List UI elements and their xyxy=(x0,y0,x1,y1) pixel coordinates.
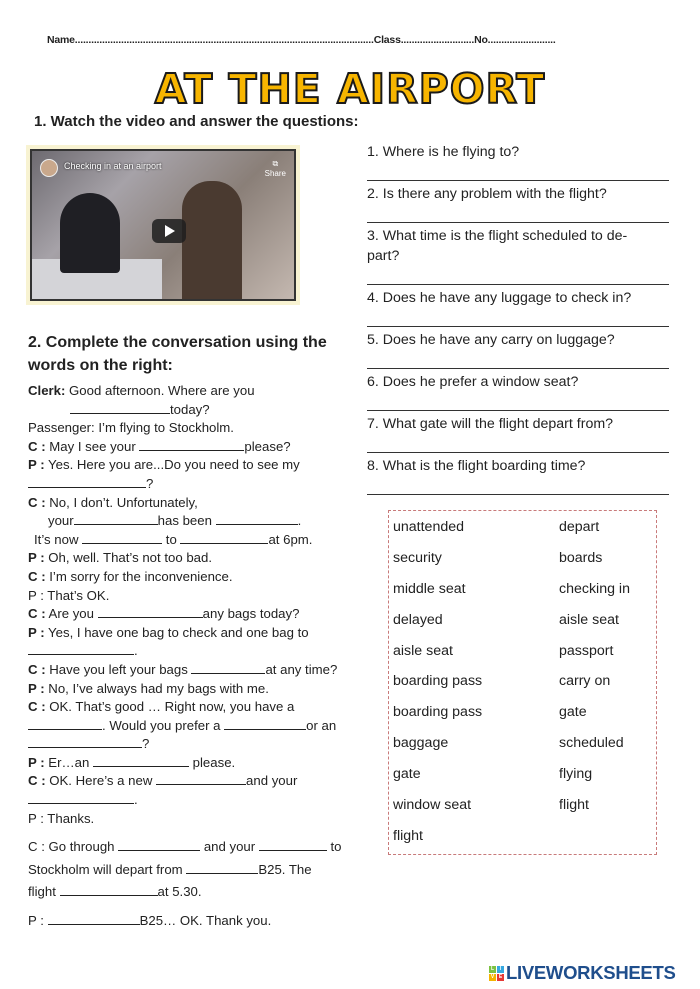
logo-letter-tile: I xyxy=(497,966,504,973)
conversation-text: I’m sorry for the inconvenience. xyxy=(45,568,233,584)
share-icon: ⧉ xyxy=(272,159,279,168)
word-bank-item[interactable]: depart xyxy=(559,519,600,535)
fill-in-blank[interactable] xyxy=(98,606,203,618)
fill-in-blank[interactable] xyxy=(216,513,298,525)
conversation-line xyxy=(28,912,358,931)
question-3: 3. What time is the flight scheduled to de- xyxy=(367,228,628,244)
questions-list xyxy=(367,142,669,498)
section-2-heading: 2. Complete the conversation using the words on the right: xyxy=(28,334,327,374)
answer-input-1[interactable] xyxy=(367,162,669,181)
conversation-text: No, I don’t. Unfortunately, xyxy=(45,494,198,510)
word-bank-item[interactable]: checking in xyxy=(559,580,630,597)
play-icon[interactable] xyxy=(152,219,186,243)
conversation-line xyxy=(28,401,358,420)
answer-input-3[interactable] xyxy=(367,266,669,285)
conversation-line xyxy=(28,642,358,661)
logo-letter-tile: V xyxy=(490,973,495,980)
conversation-text: your xyxy=(48,513,74,529)
conversation-text: May I see your xyxy=(45,438,140,454)
answer-input-2[interactable] xyxy=(367,204,669,223)
conversation-text: . xyxy=(297,513,302,529)
conversation-text: ? xyxy=(142,736,150,752)
logo-letter-tile: E xyxy=(498,973,503,980)
conversation-text: at 6pm. xyxy=(268,531,313,547)
video-player[interactable] xyxy=(26,145,300,305)
conversation-text: to xyxy=(326,839,342,855)
conversation-line xyxy=(28,531,358,550)
conversation-text: Oh, well. That’s not too bad. xyxy=(44,550,213,566)
conversation-line xyxy=(28,624,358,643)
conversation-line xyxy=(28,838,358,857)
fill-in-blank[interactable] xyxy=(28,736,142,748)
conversation-text: Are you xyxy=(45,606,98,622)
speaker-label: C : xyxy=(28,773,46,789)
conversation-text: to xyxy=(162,531,181,547)
word-bank-item[interactable]: window seat xyxy=(393,797,472,814)
answer-input-8[interactable] xyxy=(367,476,669,495)
question-4: 4. Does he have any luggage to check in? xyxy=(367,290,632,306)
word-bank-item[interactable]: flight xyxy=(559,797,589,814)
speaker-label: C : xyxy=(28,699,46,715)
conversation-text: any bags today? xyxy=(202,606,300,622)
logo-icon xyxy=(489,966,504,981)
word-bank-item[interactable]: carry on xyxy=(559,673,611,690)
fill-in-blank[interactable] xyxy=(118,839,200,851)
section-1-heading: 1. Watch the video and answer the questions: xyxy=(34,113,359,130)
conversation-text: P : That’s OK. xyxy=(28,587,110,603)
word-bank-item[interactable]: flying xyxy=(559,766,593,783)
conversation-line xyxy=(28,754,358,773)
conversation-text: Er…an xyxy=(44,754,93,770)
fill-in-blank[interactable] xyxy=(82,532,162,544)
word-bank-item[interactable]: delayed xyxy=(393,611,443,628)
worksheet-title: AT THE AIRPORT xyxy=(154,65,546,113)
word-bank-item[interactable]: flight xyxy=(393,827,423,844)
conversation-text: ? xyxy=(146,475,154,491)
question-8: 8. What is the flight boarding time? xyxy=(367,458,586,474)
word-bank-item[interactable]: unattended xyxy=(393,519,465,535)
conversation-text: It’s now xyxy=(34,531,83,547)
conversation-line xyxy=(28,735,358,754)
conversation-line xyxy=(28,883,358,902)
conversation-line xyxy=(28,861,358,880)
word-bank-item[interactable]: aisle seat xyxy=(559,611,619,628)
conversation-line xyxy=(28,568,358,587)
answer-input-7[interactable] xyxy=(367,434,669,453)
word-bank-item[interactable]: baggage xyxy=(393,735,449,752)
conversation-line xyxy=(28,810,358,829)
word-bank-item[interactable]: passport xyxy=(559,642,614,659)
video-thumbnail[interactable] xyxy=(30,149,296,301)
fill-in-blank[interactable] xyxy=(48,913,140,925)
fill-in-blank[interactable] xyxy=(93,755,189,767)
fill-in-blank[interactable] xyxy=(74,513,158,525)
speaker-label: C : xyxy=(28,568,46,584)
conversation xyxy=(28,382,358,931)
word-bank-column-2 xyxy=(559,517,630,826)
fill-in-blank[interactable] xyxy=(28,643,134,655)
speaker-label: C : xyxy=(28,661,46,677)
conversation-text: No, I’ve always had my bags with me. xyxy=(44,680,269,696)
conversation-text: OK. Here’s a new xyxy=(45,773,157,789)
conversation-line xyxy=(28,605,358,624)
conversation-text: Stockholm will depart from xyxy=(28,861,187,877)
conversation-text: at any time? xyxy=(265,661,338,677)
conversation-line xyxy=(28,456,358,475)
speaker-label: P : xyxy=(28,754,45,770)
conversation-line xyxy=(28,698,358,717)
conversation-text: OK. That’s good … Right now, you have a xyxy=(45,699,295,715)
conversation-line xyxy=(28,512,358,531)
fill-in-blank[interactable] xyxy=(28,718,102,730)
conversation-text: has been xyxy=(157,513,216,529)
conversation-line xyxy=(28,382,358,401)
word-bank-item[interactable]: boarding pass xyxy=(393,704,483,721)
conversation-text: . xyxy=(134,792,138,808)
word-bank-item[interactable]: security xyxy=(393,549,442,566)
conversation-line xyxy=(28,587,358,606)
conversation-text: B25… OK. Thank you. xyxy=(139,913,272,929)
word-bank-item[interactable]: gate xyxy=(559,704,587,721)
conversation-line xyxy=(28,680,358,699)
fill-in-blank[interactable] xyxy=(60,884,158,896)
word-bank xyxy=(388,510,657,855)
word-bank-item[interactable]: boarding pass xyxy=(393,673,483,690)
conversation-text: Have you left your bags xyxy=(45,661,192,677)
speaker-label: C : xyxy=(28,438,46,454)
logo-letter-tile: L xyxy=(490,965,495,972)
fill-in-blank[interactable] xyxy=(191,662,265,674)
share-button[interactable]: ⧉ Share xyxy=(264,159,286,178)
conversation-text: at 5.30. xyxy=(157,884,202,900)
conversation-line xyxy=(28,661,358,680)
conversation-text: Yes, I have one bag to check and one bag to xyxy=(44,624,309,640)
word-bank-item[interactable]: boards xyxy=(559,549,603,566)
answer-input-5[interactable] xyxy=(367,350,669,369)
name-class-number-line: Name..............................................................................................................Class...........................No......................... xyxy=(47,34,556,46)
conversation-text: P : xyxy=(28,913,48,929)
speaker-label: Clerk: xyxy=(28,383,66,398)
channel-avatar xyxy=(40,159,58,177)
conversation-text: or an xyxy=(306,717,337,733)
liveworksheets-logo[interactable]: L I V E LIVEWORKSHEETS xyxy=(490,962,676,983)
word-bank-item[interactable]: aisle seat xyxy=(393,642,453,659)
conversation-line xyxy=(28,438,358,457)
conversation-line xyxy=(28,494,358,513)
question-2: 2. Is there any problem with the flight? xyxy=(367,186,607,202)
question-3-cont: part? xyxy=(367,248,400,264)
conversation-text: please? xyxy=(244,438,291,454)
question-5: 5. Does he have any carry on luggage? xyxy=(367,332,615,348)
conversation-line xyxy=(28,772,358,791)
speaker-label: C : xyxy=(28,606,46,622)
conversation-text: flight xyxy=(28,884,60,900)
fill-in-blank[interactable] xyxy=(186,862,258,874)
conversation-text: and your xyxy=(200,839,259,855)
fill-in-blank[interactable] xyxy=(180,532,268,544)
conversation-line xyxy=(28,475,358,494)
fill-in-blank[interactable] xyxy=(156,773,246,785)
fill-in-blank[interactable] xyxy=(139,439,244,451)
answer-input-4[interactable] xyxy=(367,308,669,327)
conversation-text: C : Go through xyxy=(28,839,119,855)
speaker-label: P : xyxy=(28,550,45,566)
conversation-text: Yes. Here you are...Do you need to see my xyxy=(44,457,300,473)
word-bank-item[interactable]: middle seat xyxy=(393,580,466,597)
conversation-line xyxy=(28,419,358,438)
conversation-text: . Would you prefer a xyxy=(102,717,225,733)
question-6: 6. Does he prefer a window seat? xyxy=(367,374,579,390)
question-7: 7. What gate will the flight depart from? xyxy=(367,416,614,432)
conversation-text: and your xyxy=(246,773,298,789)
fill-in-blank[interactable] xyxy=(224,718,306,730)
conversation-text: P : Thanks. xyxy=(28,810,95,826)
conversation-line xyxy=(28,549,358,568)
speaker-label: C : xyxy=(28,494,46,510)
speaker-label: P : xyxy=(28,680,45,696)
answer-input-6[interactable] xyxy=(367,392,669,411)
conversation-text: today? xyxy=(170,401,210,417)
conversation-line xyxy=(28,791,358,810)
fill-in-blank[interactable] xyxy=(70,402,170,414)
conversation-text: . xyxy=(134,643,138,659)
word-bank-column-1 xyxy=(393,517,482,857)
video-scene-clerk xyxy=(60,193,120,273)
speaker-label: P : xyxy=(28,457,45,473)
word-bank-item[interactable]: gate xyxy=(393,766,421,783)
fill-in-blank[interactable] xyxy=(28,792,134,804)
speaker-label: P : xyxy=(28,624,45,640)
video-scene-passenger xyxy=(182,181,242,301)
conversation-line xyxy=(28,717,358,736)
fill-in-blank[interactable] xyxy=(28,476,146,488)
video-title: Checking in at an airport xyxy=(64,161,162,171)
conversation-text: Good afternoon. Where are you xyxy=(65,383,255,398)
conversation-text: Passenger: I’m flying to Stockholm. xyxy=(28,420,234,436)
conversation-text: please. xyxy=(189,754,236,770)
question-1: 1. Where is he flying to? xyxy=(367,144,520,160)
word-bank-item[interactable]: scheduled xyxy=(559,735,624,752)
conversation-text: B25. The xyxy=(258,861,312,877)
fill-in-blank[interactable] xyxy=(259,839,327,851)
